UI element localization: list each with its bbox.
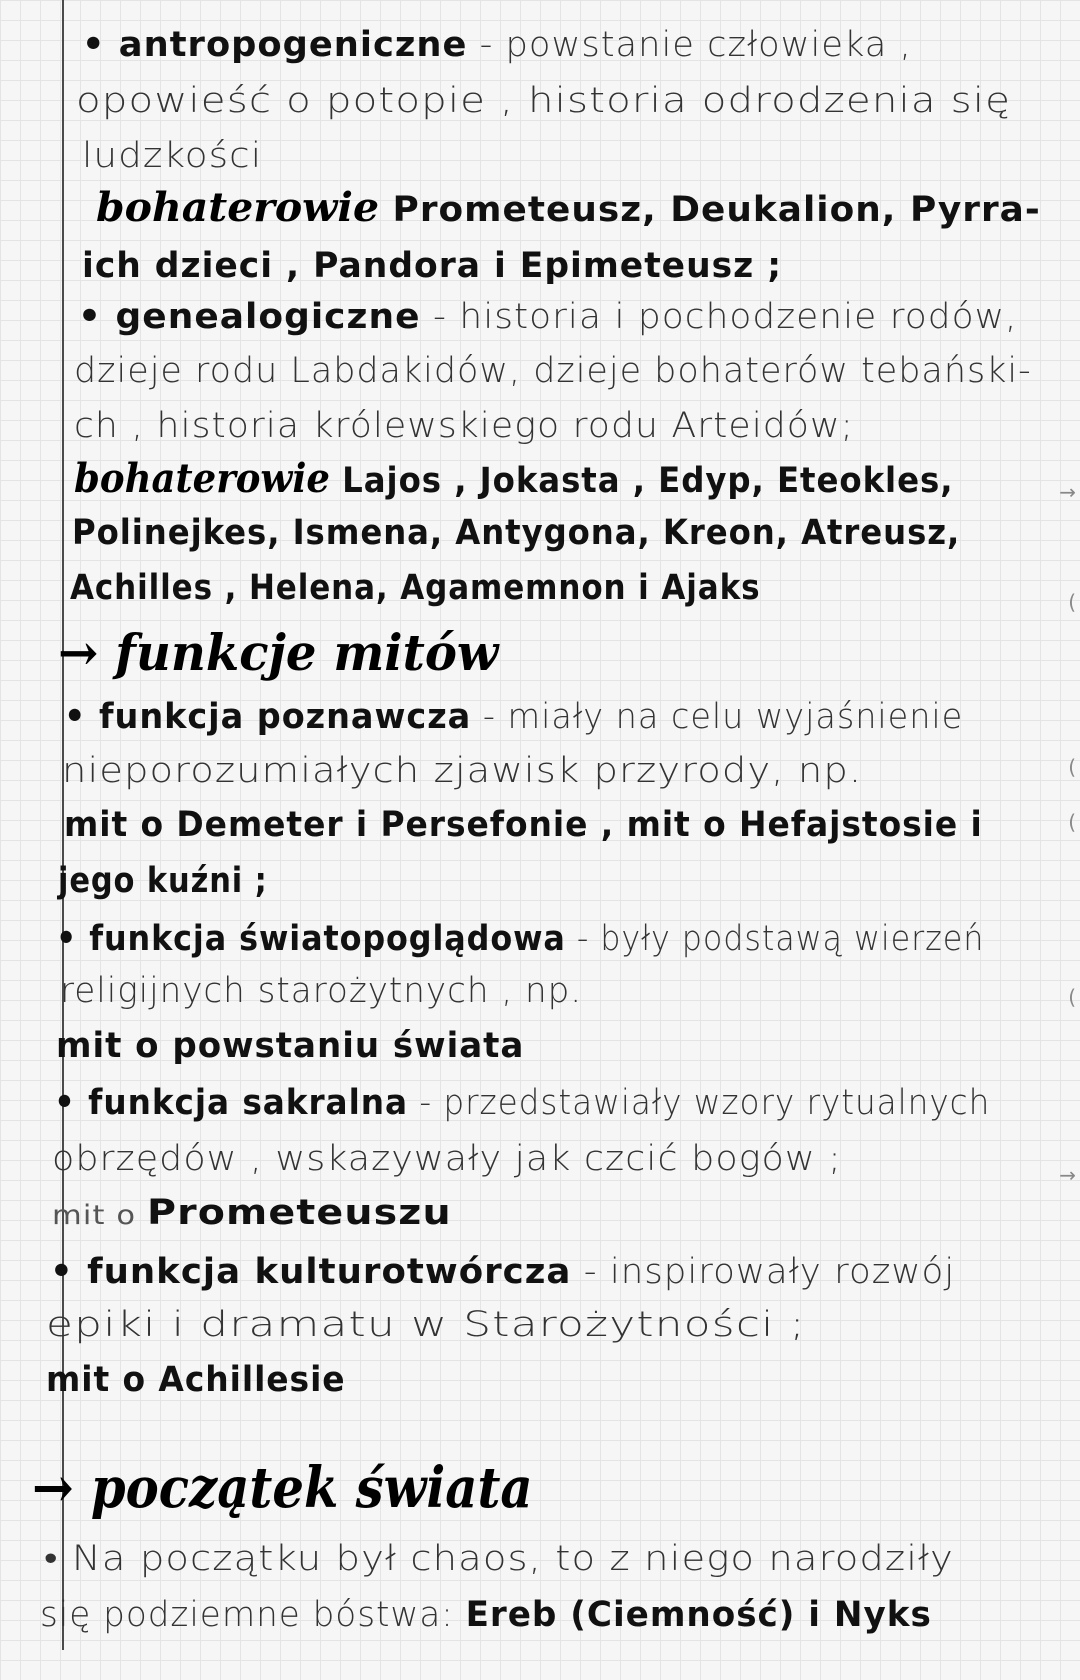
note-text: ludzkości <box>82 136 263 176</box>
note-line <box>52 1190 452 1239</box>
note-text-bold: • antropogeniczne <box>82 25 468 65</box>
note-line <box>64 694 963 740</box>
note-text-bold: Lajos , Jokasta , Edyp, Eteokles, <box>329 461 954 501</box>
note-text-bold: • funkcja poznawcza <box>64 697 472 737</box>
note-text: ch , historia królewskiego rodu Arteidów; <box>74 406 854 446</box>
edge-bracket-mark: ( <box>1068 985 1076 1009</box>
note-text-small: mit o <box>52 1200 148 1231</box>
bohaterowie-label: bohaterowie <box>96 184 380 231</box>
note-text-bold: Ereb (Ciemność) i Nyks <box>465 1595 932 1635</box>
note-text-bold: mit o powstaniu świata <box>56 1026 525 1066</box>
edge-bracket-mark: ( <box>1068 590 1076 614</box>
note-line <box>78 294 1017 340</box>
note-text-bold: • funkcja światopoglądowa <box>56 919 566 959</box>
note-text-bold: • funkcja sakralna <box>54 1083 408 1123</box>
note-text: obrzędów , wskazywały jak czcić bogów ; <box>52 1139 842 1179</box>
note-line <box>56 916 984 962</box>
note-line <box>46 1302 806 1348</box>
note-text: - były podstawą wierzeń <box>565 919 985 959</box>
note-text: - przedstawiały wzory rytualnych <box>407 1083 991 1123</box>
note-line <box>74 403 854 449</box>
note-text-bold: • funkcja kulturotwórcza <box>50 1252 572 1292</box>
note-line <box>46 1357 346 1403</box>
note-text: • Na początku był chaos, to z niego narodziły <box>44 1539 954 1579</box>
note-text: epiki i dramatu w Starożytności ; <box>46 1305 806 1345</box>
note-line <box>40 1592 932 1638</box>
note-line <box>96 185 1041 233</box>
next-page-edge <box>1059 0 1080 1680</box>
note-text-bold: mit o Demeter i Persefonie , mit o Hefajstosie i <box>64 805 983 845</box>
note-line <box>70 565 760 611</box>
note-text: się podziemne bóstwa: <box>40 1595 466 1635</box>
note-line <box>44 1536 954 1582</box>
note-line <box>50 1249 955 1295</box>
note-line <box>54 1080 990 1126</box>
note-line <box>52 1136 842 1182</box>
note-text-bold: ich dzieci , Pandora i Epimeteusz ; <box>82 246 783 286</box>
note-line <box>82 243 782 289</box>
note-line <box>64 802 983 848</box>
heading-funkcje-mitow: → funkcje mitów <box>58 623 499 682</box>
note-text: nieporozumiałych zjawisk przyrody, np. <box>62 751 863 791</box>
note-text-bold: Prometeusz, Deukalion, Pyrra- <box>379 190 1041 230</box>
note-text-bold: Polinejkes, Ismena, Antygona, Kreon, Atreusz, <box>72 513 961 553</box>
note-line <box>62 748 862 794</box>
note-line <box>74 456 953 504</box>
note-line <box>56 1023 524 1069</box>
note-line <box>82 22 912 68</box>
note-text: - miały na celu wyjaśnienie <box>471 697 964 737</box>
note-text-bold: mit o Achillesie <box>46 1360 346 1400</box>
note-text: - inspirowały rozwój <box>571 1252 956 1292</box>
note-line <box>82 133 262 179</box>
heading-poczatek-swiata: → początek świata <box>32 1455 533 1521</box>
note-text: dzieje rodu Labdakidów, dzieje bohaterów tebański- <box>74 351 1032 391</box>
edge-bracket-mark: ( <box>1068 755 1076 779</box>
edge-arrow-mark: → <box>1059 1163 1076 1187</box>
edge-bracket-mark: ( <box>1068 810 1076 834</box>
note-line <box>74 348 1032 394</box>
note-text-bold: jego kuźni ; <box>58 861 268 901</box>
note-text-bold: Prometeuszu <box>147 1193 452 1233</box>
edge-arrow-mark: → <box>1059 480 1076 504</box>
note-text: religijnych starożytnych , np. <box>60 971 583 1011</box>
bohaterowie-label: bohaterowie <box>74 455 330 502</box>
note-line <box>60 968 582 1014</box>
note-text-bold: • genealogiczne <box>78 297 421 337</box>
note-text: opowieść o potopie , historia odrodzenia się <box>76 81 1012 121</box>
note-line <box>76 78 1011 124</box>
note-line <box>58 858 268 904</box>
note-text: - historia i pochodzenie rodów, <box>420 297 1018 337</box>
note-text: - powstanie człowieka , <box>467 25 912 65</box>
note-text-bold: Achilles , Helena, Agamemnon i Ajaks <box>70 568 761 608</box>
note-line <box>72 510 960 556</box>
